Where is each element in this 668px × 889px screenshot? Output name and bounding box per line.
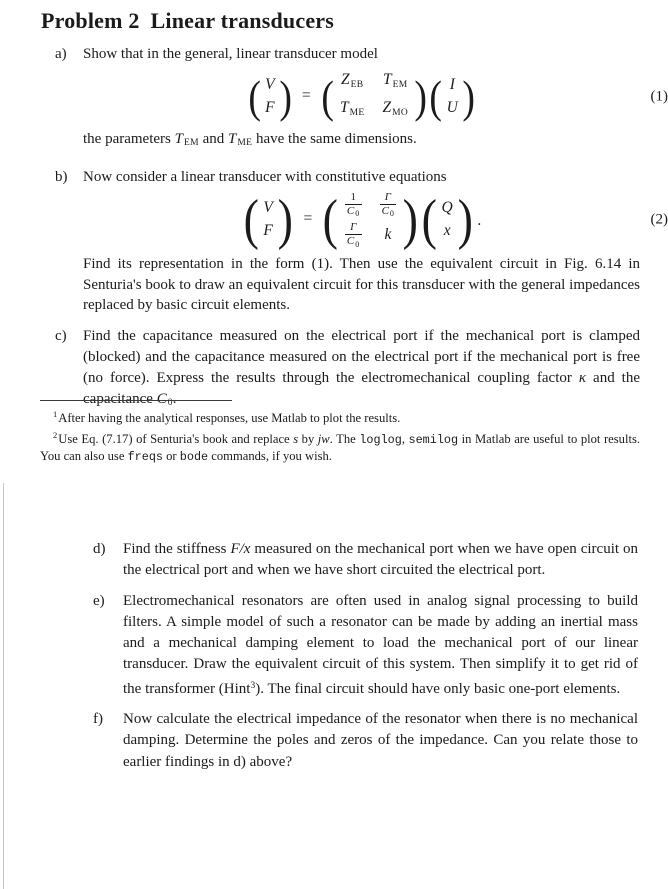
footnote-1 [40, 406, 640, 427]
code-bode: bode [179, 450, 209, 464]
item-b-paragraph: Find its representation in the form (1). Then use the equivalent circuit in Fig. 6.14 in Senturia's book to draw an equivalent circuit for this transducer with the general impedances replaced by basic circuit elements. [83, 255, 640, 314]
hint-footnote-marker: 3 [250, 680, 256, 691]
eq1-lhs-bottom: F [265, 99, 275, 117]
item-a-after-seg1: the parameters [83, 130, 175, 147]
t-me-subscript: ME [237, 138, 253, 149]
eq2-entry-21-denominator [345, 234, 362, 249]
code-loglog: loglog [359, 432, 402, 447]
eq1-entry-21 [340, 98, 364, 123]
footnote-1-text: After having the analytical responses, use Matlab to plot the results. [58, 411, 401, 425]
item-e-seg2: ). The final circuit should have only basic one-port elements. [255, 680, 621, 697]
problem-item-a [55, 44, 640, 65]
eq2-entry-21-numerator: Γ [350, 221, 357, 234]
c0-subscript: 0 [167, 398, 173, 409]
equation-2 [83, 188, 668, 251]
eq2-entry-11-fraction [345, 191, 362, 218]
problem-item-e [93, 591, 638, 700]
var-jw: jw [317, 431, 330, 446]
problem-item-b [55, 167, 640, 188]
eq1-entry-22 [382, 98, 408, 123]
code-freqs: freqs [127, 450, 163, 464]
equation-1 [83, 70, 668, 122]
eq1-entry-11-subscript: EB [350, 79, 364, 90]
eq2-lhs-bottom: F [263, 222, 273, 240]
item-f-label: f) [93, 711, 103, 728]
eq2-entry-12-den-subscript: 0 [389, 209, 395, 219]
item-e-label: e) [93, 592, 105, 609]
problem-item-d [93, 539, 638, 582]
equation-1-number: (1) [650, 88, 668, 105]
footnote-2-seg3: . The [329, 431, 360, 446]
eq2-entry-21-fraction [345, 221, 362, 248]
item-a-label: a) [55, 46, 67, 62]
item-c-seg2: and the capacitance [83, 369, 641, 407]
var-s: s [293, 431, 299, 446]
code-semilog: semilog [408, 432, 459, 447]
eq2-entry-21-den-base: C [346, 235, 355, 248]
footnotes-section [40, 400, 640, 466]
kappa-symbol: κ [578, 369, 587, 386]
eq1-entry-12-base: T [383, 71, 392, 88]
eq2-entry-12-fraction [380, 191, 397, 218]
page-title-subject: Linear transducers [150, 8, 335, 33]
eq2-lhs-entries [260, 198, 275, 243]
eq1-entry-12 [383, 70, 407, 95]
eq2-rhs-top: Q [441, 198, 453, 216]
item-b-label: b) [55, 169, 68, 186]
item-a-after-seg3: have the same dimensions. [252, 130, 417, 147]
eq1-entry-12-subscript: EM [392, 79, 408, 90]
eq2-entry-11-den-base: C [346, 204, 355, 217]
eq1-entry-11 [341, 70, 363, 95]
footnote-1-marker: 1 [53, 409, 58, 419]
c0-base: C [156, 390, 167, 407]
item-a-after-seg2: and [198, 130, 228, 147]
footnote-2-seg1: Use Eq. (7.17) of Senturia's book and replace [58, 431, 294, 446]
eq1-rhs-bottom: U [446, 99, 458, 117]
eq2-matrix-entries [340, 191, 401, 249]
eq2-trailing-period: . [477, 212, 482, 230]
item-e-text [123, 591, 638, 700]
footnote-2-seg2: by [298, 431, 318, 446]
eq2-entry-12-den-base: C [381, 204, 389, 217]
problem-bottom-section [93, 539, 638, 782]
eq2-matrix: ( $\frac{1}{C_0}$ $\frac{\Gamma}{C_0}$ $\frac{\Gamma}{C_0}$ k ) [322, 188, 419, 251]
eq1-rhs-vector: ( I U ) [429, 70, 475, 122]
t-me-base: T [228, 130, 237, 147]
problem-item-f [93, 709, 638, 773]
footnote-2-marker: 2 [53, 429, 58, 440]
item-b-text: Now consider a linear transducer with constitutive equations [83, 169, 447, 186]
footnote-rule [40, 400, 232, 401]
eq2-entry-22: k [384, 225, 392, 243]
eq2-lhs-top: V [263, 198, 273, 216]
eq1-entry-22-base: Z [382, 99, 392, 117]
eq2-entry-11-numerator: 1 [350, 191, 356, 204]
eq1-matrix-entries [335, 70, 413, 124]
footnote-2 [40, 427, 640, 466]
eq2-entry-12-numerator: Γ [384, 191, 392, 204]
eq2-entry-11-den-subscript: 0 [355, 209, 360, 219]
eq1-rhs-entries [444, 75, 461, 120]
eq1-entry-21-subscript: ME [349, 107, 365, 118]
t-em-subscript: EM [183, 138, 199, 149]
t-em-base: T [174, 130, 183, 147]
eq2-lhs-vector: ( V F ) [243, 188, 293, 251]
eq1-rhs-top: I [449, 75, 455, 93]
f-over-x-expression: F/x [230, 541, 251, 557]
footnote-2-seg5: in Matlab are useful to plot results. You can also use [40, 431, 640, 463]
item-c-seg1: Find the capacitance measured on the electrical port if the mechanical port is clamped (blocked) and the capacitance measured on the electrical port if the mechanical port is free (no force). Express the results through the electromechanical coupling factor [83, 328, 640, 386]
eq2-entry-12-denominator [380, 204, 397, 219]
footnote-2-seg6: or [162, 449, 180, 463]
eq1-entry-11-base: Z [341, 71, 350, 88]
eq1-lhs-vector: ( V F ) [248, 70, 292, 122]
eq2-entry-11-denominator [345, 204, 362, 219]
item-f-text: Now calculate the electrical impedance of the resonator when there is no mechanical damping. Determine the poles and zeros of the impedance. Can you relate those to earlier findings in d) above? [123, 711, 638, 770]
equation-2-number: (2) [650, 211, 668, 228]
eq1-matrix: ( ZEB TEM TME ZMO ) [321, 70, 427, 122]
eq1-entry-21-base: T [339, 99, 349, 117]
item-a-after-equation-text [83, 129, 640, 154]
item-d-seg1: Find the stiffness [123, 541, 231, 557]
page-edge-line [3, 483, 4, 889]
eq2-rhs-vector: ( Q x ) [421, 188, 473, 251]
eq1-lhs-top: V [265, 75, 275, 93]
eq1-lhs-entries [262, 75, 277, 120]
problem-top-section [55, 44, 668, 414]
eq2-rhs-entries [439, 198, 456, 243]
item-a-text: Show that in the general, linear transducer model [83, 46, 378, 62]
eq1-entry-22-subscript: MO [392, 107, 409, 118]
page-title-problem-number: Problem 2 [41, 8, 140, 33]
eq1-equals-sign: = [301, 87, 311, 105]
eq2-entry-21-den-subscript: 0 [355, 239, 360, 249]
footnote-2-seg4: , [401, 431, 409, 446]
item-d-text [123, 539, 638, 582]
page-title [41, 8, 334, 34]
item-d-label: d) [93, 541, 106, 557]
item-d-seg2: measured on the mechanical port when we have open circuit on the electrical port and when we have short circuited the electrical port. [123, 541, 638, 579]
item-e-seg1: Electromechanical resonators are often used in analog signal processing to build filters. A simple model of such a resonator can be made by adding an inertial mass and a mechanical damping element to load the mechanical port of our linear transducer. Draw the equivalent circuit of this system. Then simplify it to get rid of the transformer (Hint [123, 592, 638, 697]
item-c-seg3: . [172, 390, 177, 407]
item-c-label: c) [55, 328, 67, 345]
eq2-equals-sign: = [303, 210, 313, 228]
eq2-rhs-bottom: x [443, 222, 451, 240]
footnote-2-seg7: commands, if you wish. [208, 449, 332, 463]
